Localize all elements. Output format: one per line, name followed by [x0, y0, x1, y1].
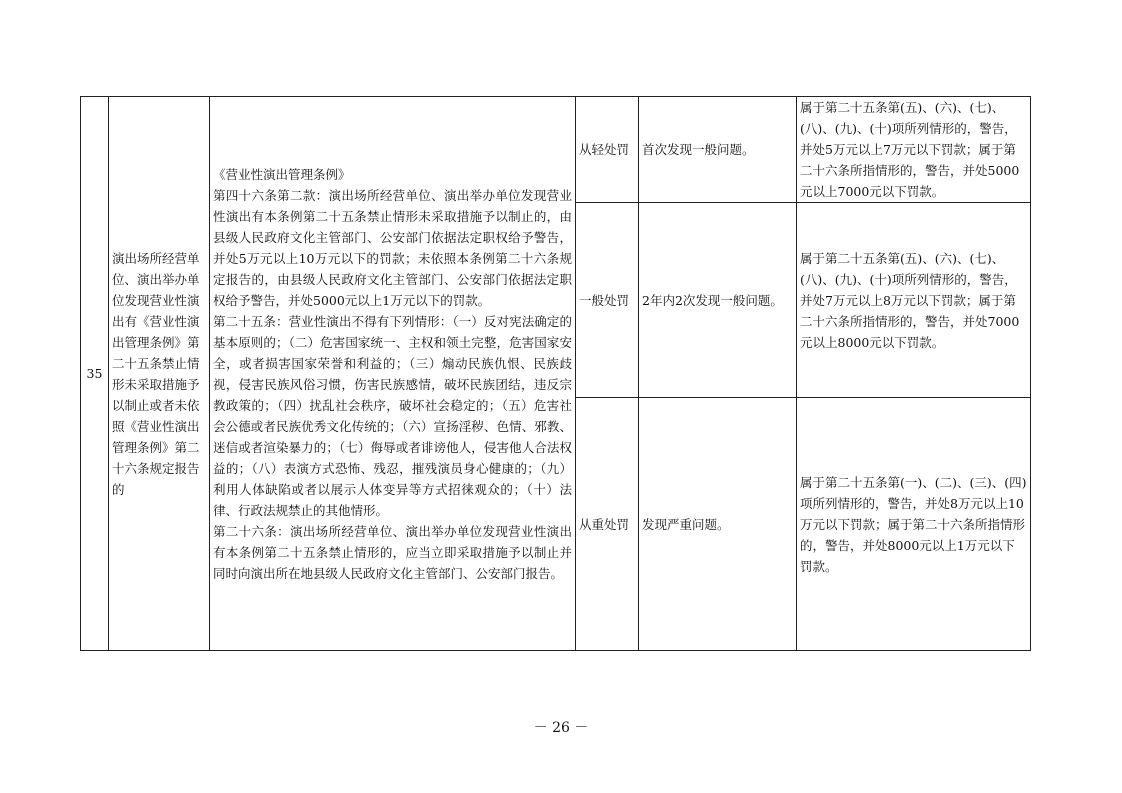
condition-light: 首次发现一般问题。: [639, 97, 797, 203]
penalty-light: 属于第二十五条第(五)、(六)、(七)、(八)、(九)、(十)项所列情形的，警告，并处5万元以上7万元以下罚款；属于第二十六条所指情形的，警告，并处5000元以上7000元以下罚款。: [797, 97, 1031, 203]
legal-source-title: 《营业性演出管理条例》: [213, 166, 351, 182]
seq-cell: 35: [81, 97, 109, 651]
legal-article-25: 第二十五条：营业性演出不得有下列情形：（一）反对宪法确定的基本原则的；（二）危害国家统一、主权和领土完整，危害国家安全，或者损害国家荣誉和利益的；（三）煽动民族仇恨、民族歧视，侵害民族风俗习惯，伤害民族感情，破坏民族团结，违反宗教政策的；（四）扰乱社会秩序，破坏社会稳定的；（五）危害社会公德或者民族优秀文化传统的；（六）宣扬淫秽、色情、邪教、迷信或者渲染暴力的；（七）侮辱或者诽谤他人，侵害他人合法权益的；（八）表演方式恐怖、残忍，摧残演员身心健康的；（九）利用人体缺陷或者以展示人体变异等方式招徕观众的；（十）法律、行政法规禁止的其他情形。: [213, 313, 572, 518]
penalty-heavy: 属于第二十五条第(一)、(二)、(三)、(四)项所列情形的，警告，并处8万元以上10万元以下罚款；属于第二十六条所指情形的，警告，并处8000元以上1万元以下罚款。: [797, 398, 1031, 651]
offense-cell: 演出场所经营单位、演出举办单位发现营业性演出有《营业性演出管理条例》第二十五条禁止情形未采取措施予以制止或者未依照《营业性演出管理条例》第二十六条规定报告的: [109, 97, 210, 651]
legal-article-26: 第二十六条：演出场所经营单位、演出举办单位发现营业性演出有本条例第二十五条禁止情形的，应当立即采取措施予以制止并同时向演出所在地县级人民政府文化主管部门、公安部门报告。: [213, 523, 572, 581]
grade-heavy: 从重处罚: [576, 398, 639, 651]
penalty-standard-table: [80, 96, 1031, 651]
grade-light: 从轻处罚: [576, 97, 639, 203]
condition-heavy: 发现严重问题。: [639, 398, 797, 651]
penalty-normal: 属于第二十五条第(五)、(六)、(七)、(八)、(九)、(十)项所列情形的，警告，并处7万元以上8万元以下罚款；属于第二十六条所指情形的，警告，并处7000元以上8000元以下罚款。: [797, 203, 1031, 398]
condition-normal: 2年内2次发现一般问题。: [639, 203, 797, 398]
page-number: － 26 －: [533, 720, 589, 736]
legal-article-46: 第四十六条第二款：演出场所经营单位、演出举办单位发现营业性演出有本条例第二十五条禁止情形未采取措施予以制止的，由县级人民政府文化主管部门、公安部门依据法定职权给予警告，并处5万元以上10万元以下的罚款；未依照本条例第二十六条规定报告的，由县级人民政府文化主管部门、公安部门依据法定职权给予警告，并处5000元以上1万元以下的罚款。: [213, 187, 572, 308]
table-row: [81, 97, 1031, 203]
grade-normal: 一般处罚: [576, 203, 639, 398]
legal-basis-cell: [210, 97, 576, 651]
